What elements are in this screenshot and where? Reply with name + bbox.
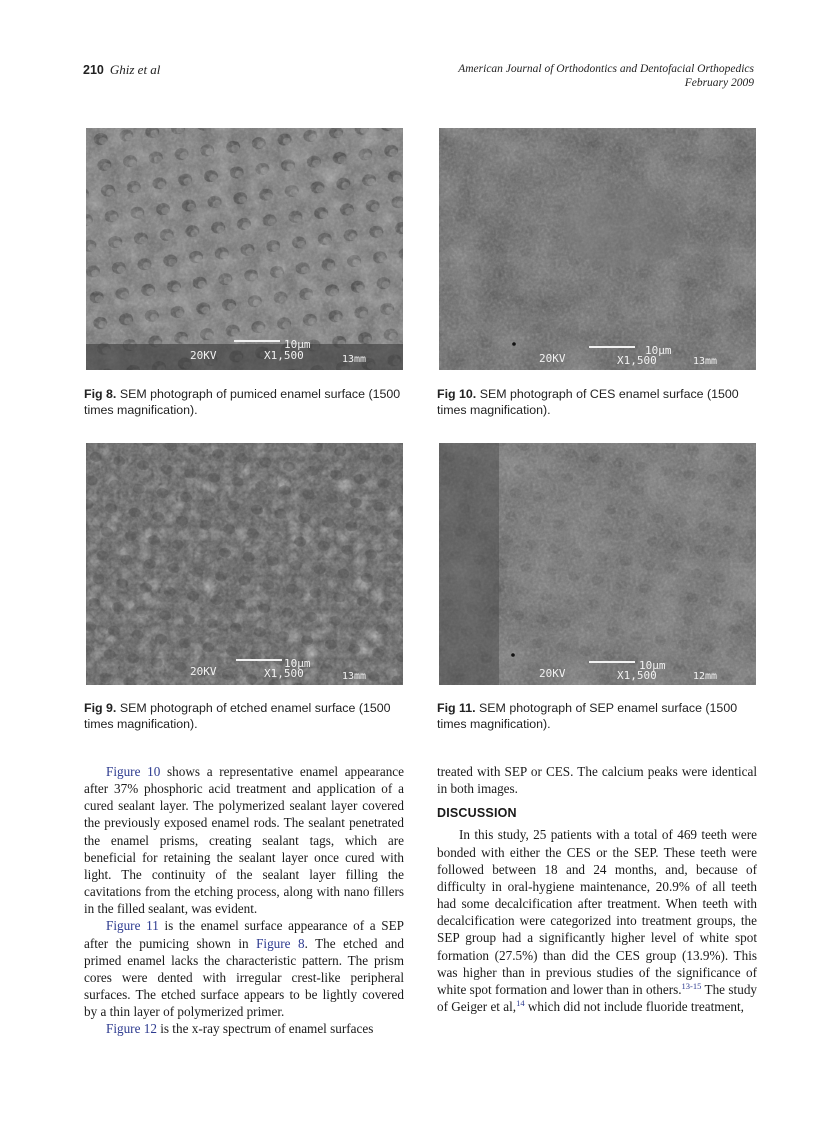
fig11-caption-text: SEM photograph of SEP enamel surface (1500 times magnification).	[437, 701, 738, 731]
figure-8-image	[86, 128, 403, 370]
right-paragraph-1: treated with SEP or CES. The calcium peaks were identical in both images.	[437, 764, 757, 797]
figure-9-image	[86, 443, 403, 685]
right-text-column	[437, 763, 757, 1015]
fig8-mag-label: X1,500	[264, 349, 304, 362]
fig10-kv-label: 20KV	[539, 352, 566, 365]
fig10-label: Fig 10.	[437, 387, 477, 401]
right-paragraph-2-text-a: In this study, 25 patients with a total of 469 teeth were bonded with either the CES or the SEP. These teeth were followed between 18 and 24 months, and, because of difficulty in oral-hygiene maintenance, 20.9% of all teeth had some decalcification after treatment. When teeth with decalcification were categorized into treatment groups, the SEP group had a significantly higher level of white spot formation (27.5%) than did the CES group (13.9%). This was higher than in previous studies of the significance of white spot formation and lower than in others.	[437, 827, 757, 997]
left-paragraph-3	[84, 1020, 404, 1037]
fig11-kv-label: 20KV	[539, 667, 566, 680]
figure-8-caption	[84, 386, 404, 418]
running-header-right	[458, 62, 754, 90]
fig9-scalebar-label: 10µm	[284, 657, 311, 670]
left-text-column	[84, 763, 404, 1038]
figure-10-reference[interactable]: Figure 10	[106, 764, 161, 779]
right-paragraph-2-text-c: which did not include fluoride treatment,	[524, 999, 744, 1015]
fig10-caption-text: SEM photograph of CES enamel surface (1500 times magnification).	[437, 387, 739, 417]
page-number: 210	[83, 63, 104, 77]
fig8-kv-label: 20KV	[190, 349, 217, 362]
left-paragraph-3-text: is the x-ray spectrum of enamel surfaces	[156, 1021, 374, 1037]
right-paragraph-2	[437, 826, 757, 1015]
citation-13-15[interactable]: 13-15	[681, 980, 702, 991]
fig11-label: Fig 11.	[437, 701, 476, 715]
journal-name: American Journal of Orthodontics and Dentofacial Orthopedics	[458, 63, 754, 75]
figure-10-caption	[437, 386, 757, 418]
fig8-wd-label: 13mm	[342, 354, 367, 365]
citation-14[interactable]: 14	[516, 998, 525, 1009]
fig9-mag-label: X1,500	[264, 667, 304, 680]
fig11-mag-label: X1,500	[617, 669, 657, 682]
fig11-wd-label: 12mm	[693, 671, 718, 682]
running-header-left	[83, 62, 160, 78]
running-authors: Ghiz et al	[109, 62, 161, 77]
fig8-label: Fig 8.	[84, 387, 117, 401]
journal-issue: February 2009	[684, 77, 754, 89]
fig9-label: Fig 9.	[84, 701, 117, 715]
figure-11-reference[interactable]: Figure 11	[106, 918, 159, 934]
fig8-caption-text: SEM photograph of pumiced enamel surface (1500 times magnification).	[84, 387, 401, 417]
figure-9-caption	[84, 700, 404, 732]
figure-12-reference[interactable]: Figure 12	[106, 1021, 157, 1037]
figure-10-image	[439, 128, 756, 370]
right-paragraph-2-text-b: The study of Geiger et al,	[437, 981, 758, 1015]
section-heading-discussion: DISCUSSION	[437, 806, 517, 821]
figure-11-caption	[437, 700, 757, 732]
fig9-caption-text: SEM photograph of etched enamel surface (1500 times magnification).	[84, 701, 391, 731]
fig8-scalebar-label: 10µm	[284, 338, 311, 351]
left-paragraph-1	[84, 763, 404, 917]
left-paragraph-1-text: shows a representative enamel appearance after 37% phosphoric acid treatment and application of a cured sealant layer. The polymerized sealant layer covered the previously exposed enamel rods. The sealant penetrated the enamel prisms, creating sealant tags, which are beneficial for retaining the sealant layer once cured with light. The continuity of the sealant layer filling the cavitations from the etching process, along with nano fillers in the filled sealant, was evident.	[84, 764, 404, 917]
left-paragraph-2-text-a: is the enamel surface appearance of a SEP after the pumicing shown in	[84, 918, 404, 951]
left-paragraph-2-text-b: . The etched and primed enamel lacks the characteristic pattern. The prism cores were dented with irregular crest-like peripheral surfaces. The etched surface appears to be lightly covered by a thin layer of polymerized primer.	[84, 935, 404, 1020]
fig10-scalebar-label: 10µm	[645, 344, 672, 357]
fig10-wd-label: 13mm	[693, 356, 718, 367]
figure-8-reference[interactable]: Figure 8	[256, 935, 305, 951]
fig9-kv-label: 20KV	[190, 665, 217, 678]
fig10-mag-label: X1,500	[617, 354, 657, 367]
fig9-wd-label: 13mm	[342, 671, 367, 682]
left-paragraph-2	[84, 917, 404, 1020]
figure-11-image	[439, 443, 756, 685]
fig11-scalebar-label: 10µm	[639, 659, 666, 672]
